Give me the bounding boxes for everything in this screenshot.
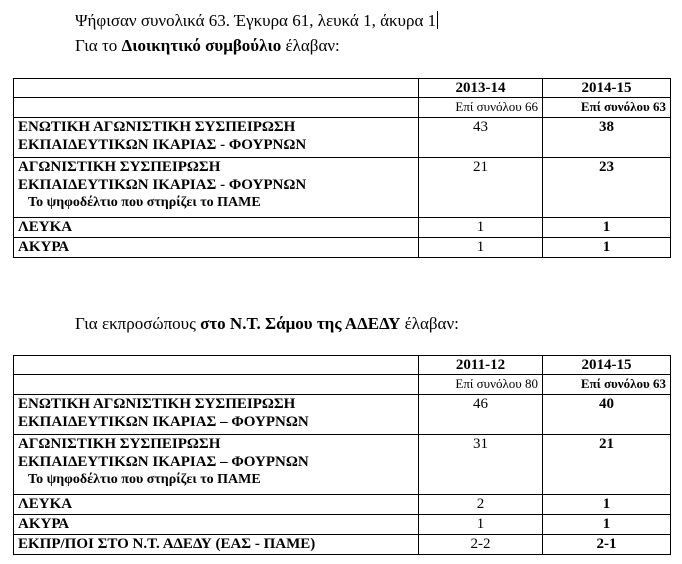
board-results-table <box>13 78 671 258</box>
value-col1: 1 <box>419 218 543 238</box>
header-empty-cell <box>14 356 419 375</box>
col2-total: Επί συνόλου 63 <box>543 98 671 118</box>
votes-summary-text: Ψήφισαν συνολικά 63. Έγκυρα 61, λευκά 1, άκυρα 1 <box>75 11 437 30</box>
party-label <box>14 158 419 218</box>
party-label-line1: ΕΝΩΤΙΚΗ ΑΓΩΝΙΣΤΙΚΗ ΣΥΣΠΕΙΡΩΣΗ <box>18 119 296 135</box>
party-label-line2: ΕΚΠΑΙΔΕΥΤΙΚΩΝ ΙΚΑΡΙΑΣ – ΦΟΥΡΝΩΝ <box>18 414 309 430</box>
table-row <box>14 158 671 218</box>
adedy-results-table <box>13 355 671 555</box>
party-label-line2: ΕΚΠΑΙΔΕΥΤΙΚΩΝ ΙΚΑΡΙΑΣ - ΦΟΥΡΝΩΝ <box>18 137 307 153</box>
col1-total: Επί συνόλου 80 <box>419 375 543 395</box>
table-row <box>14 435 671 495</box>
table-row <box>14 535 671 555</box>
table-header-row <box>14 356 671 375</box>
value-col1: 1 <box>419 238 543 258</box>
col1-total: Επί συνόλου 66 <box>419 98 543 118</box>
party-label <box>14 118 419 158</box>
value-col2: 40 <box>543 395 671 435</box>
value-col1: 2 <box>419 495 543 515</box>
party-label-line1: ΕΝΩΤΙΚΗ ΑΓΩΝΙΣΤΙΚΗ ΣΥΣΠΕΙΡΩΣΗ <box>18 396 296 412</box>
value-col1: 1 <box>419 515 543 535</box>
board-heading <box>75 36 340 56</box>
value-col2: 1 <box>543 495 671 515</box>
invalid-votes-label: ΑΚΥΡΑ <box>14 515 419 535</box>
adedy-heading-suffix: έλαβαν: <box>400 314 459 333</box>
party-label-note: Το ψηφοδέλτιο που στηρίζει το ΠΑΜΕ <box>28 195 261 210</box>
col1-year: 2013-14 <box>419 79 543 98</box>
party-label-line1: ΑΓΩΝΙΣΤΙΚΗ ΣΥΣΠΕΙΡΩΣΗ <box>18 159 221 175</box>
party-label-note: Το ψηφοδέλτιο που στηρίζει το ΠΑΜΕ <box>28 472 261 487</box>
value-col1: 31 <box>419 435 543 495</box>
value-col1: 2-2 <box>419 535 543 555</box>
table-row <box>14 515 671 535</box>
value-col2: 23 <box>543 158 671 218</box>
value-col2: 1 <box>543 238 671 258</box>
party-label <box>14 435 419 495</box>
board-heading-bold: Διοικητικό συμβούλιο <box>121 36 282 55</box>
col2-year: 2014-15 <box>543 356 671 375</box>
votes-summary <box>75 11 438 31</box>
table-row <box>14 395 671 435</box>
totals-empty-cell <box>14 375 419 395</box>
value-col1: 21 <box>419 158 543 218</box>
party-label <box>14 395 419 435</box>
col2-year: 2014-15 <box>543 79 671 98</box>
text-cursor <box>437 11 438 29</box>
totals-empty-cell <box>14 98 419 118</box>
table-header-row <box>14 79 671 98</box>
value-col1: 46 <box>419 395 543 435</box>
adedy-heading-bold: στο Ν.Τ. Σάμου της ΑΔΕΔΥ <box>200 314 401 333</box>
header-empty-cell <box>14 79 419 98</box>
party-label-line2: ΕΚΠΑΙΔΕΥΤΙΚΩΝ ΙΚΑΡΙΑΣ - ΦΟΥΡΝΩΝ <box>18 177 307 193</box>
blank-votes-label: ΛΕΥΚΑ <box>14 495 419 515</box>
table-row <box>14 118 671 158</box>
table-totals-row <box>14 98 671 118</box>
col1-year: 2011-12 <box>419 356 543 375</box>
col2-total: Επί συνόλου 63 <box>543 375 671 395</box>
board-heading-prefix: Για το <box>75 36 122 55</box>
party-label-line2: ΕΚΠΑΙΔΕΥΤΙΚΩΝ ΙΚΑΡΙΑΣ – ΦΟΥΡΝΩΝ <box>18 454 309 470</box>
value-col2: 1 <box>543 515 671 535</box>
table-row <box>14 495 671 515</box>
representatives-label: ΕΚΠΡ/ΠΟΙ ΣΤΟ Ν.Τ. ΑΔΕΔΥ (ΕΑΣ - ΠΑΜΕ) <box>14 535 419 555</box>
adedy-heading-prefix: Για εκπροσώπους <box>75 314 201 333</box>
blank-votes-label: ΛΕΥΚΑ <box>14 218 419 238</box>
value-col1: 43 <box>419 118 543 158</box>
table-row <box>14 238 671 258</box>
adedy-heading <box>75 314 459 334</box>
party-label-line1: ΑΓΩΝΙΣΤΙΚΗ ΣΥΣΠΕΙΡΩΣΗ <box>18 436 221 452</box>
value-col2: 21 <box>543 435 671 495</box>
table-row <box>14 218 671 238</box>
table-totals-row <box>14 375 671 395</box>
invalid-votes-label: ΑΚΥΡΑ <box>14 238 419 258</box>
value-col2: 38 <box>543 118 671 158</box>
board-heading-suffix: έλαβαν: <box>281 36 340 55</box>
value-col2: 2-1 <box>543 535 671 555</box>
value-col2: 1 <box>543 218 671 238</box>
